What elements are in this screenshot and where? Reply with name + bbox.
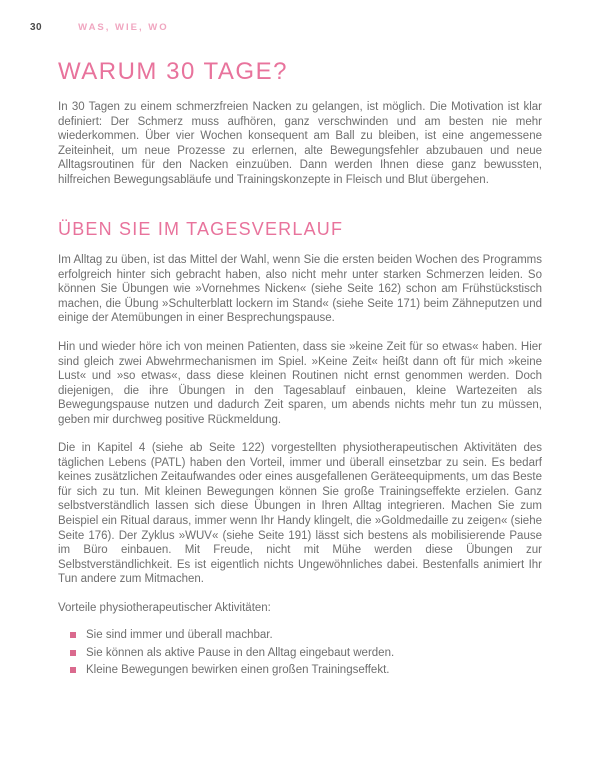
paragraph-alltag-ueben: Im Alltag zu üben, ist das Mittel der Wahl, wenn Sie die ersten beiden Wochen des Programms erfolgreich hinter sich gebracht haben, also nicht mehr unter starken Schmerzen leiden. So können Sie Übungen wie »Vornehmes Nicken« (siehe Seite 162) schon am Frühstückstisch machen, die Übung »Schulterblatt lockern im Stand« (siehe Seite 171) beim Zähneputzen und einige der Atemübungen in einer Besprechungspause. [58,254,542,325]
square-bullet-icon [70,650,76,656]
page-content [58,0,542,681]
page-number: 30 [30,22,43,33]
running-header: WAS, WIE, WO [78,22,169,33]
paragraph-patl: Die in Kapitel 4 (siehe ab Seite 122) vorgestellten physiotherapeutischen Aktivitäten des täglichen Lebens (PATL) haben den Vorteil, immer und überall einsetzbar zu sein. Es bedarf keines zusätzlichen Zeitaufwandes oder eines ausgefallenen Geräteequipments, um das Beste für sich zu tun. Mit kleinen Bewegungen können Sie große Trainingseffekte erzielen. Ganz selbstverständlich lassen sich diese Übungen in Ihren Alltag integrieren. Machen Sie zum Beispiel ein Ritual daraus, immer wenn Ihr Handy klingelt, die »Goldmedaille zu zeigen« (siehe Seite 176). Der Zyklus »WUV« (siehe Seite 191) lässt sich bestens als mobilisierende Pause im Büro einbauen. Mit Freude, nicht mit Mühe werden diese Übungen zur Selbstverständlichkeit. Es ist eigentlich nichts Ungewöhnliches dabei. Bestenfalls animiert Ihr Tun andere zum Mitmachen. [58,442,542,586]
benefits-list [58,628,542,678]
list-item-text: Sie können als aktive Pause in den Alltag eingebaut werden. [86,646,395,659]
paragraph-motivation: In 30 Tagen zu einem schmerzfreien Nacken zu gelangen, ist möglich. Die Motivation ist klar definiert: Der Schmerz muss aufhören, ganz verschwinden und am besten nie mehr wiederkommen. Über vier Wochen konsequent am Ball zu bleiben, ist eine angemessene Zeiteinheit, um neue Prozesse zu erlernen, alte Bewegungsfehler abzubauen und neue Alltagsroutinen für den Nacken einzuüben. Dann werden Ihnen diese ganz bewussten, hilfreichen Bewegungsabläufe und Trainingskonzepte in Fleisch und Blut übergehen. [58,101,542,186]
list-item [70,628,542,643]
list-item [70,646,542,661]
benefits-list-intro: Vorteile physiotherapeutischer Aktivitäten: [58,601,271,614]
section-ueben-im-tagesverlauf [58,218,542,678]
list-item-text: Sie sind immer und überall machbar. [86,629,273,642]
paragraph-keine-zeit: Hin und wieder höre ich von meinen Patienten, dass sie »keine Zeit für so etwas« haben. Hier sind gleich zwei Abwehrmechanismen im Spiel. »Keine Zeit« heißt dann oft für mich »keine Lust« und »so etwas«, dass diese kleinen Routinen nicht ernst genommen werden. Doch diejenigen, die ihre Übungen in den Tagesablauf einbauen, kleine Wartezeiten als Bewegungspause nutzen und dadurch Zeit sparen, um abends nichts mehr tun zu müssen, geben mir durchweg positive Rückmeldung. [58,341,542,426]
section-warum-30-tage [58,58,542,187]
square-bullet-icon [70,632,76,638]
section-heading-warum-30-tage: WARUM 30 TAGE? [58,58,288,85]
list-item [70,663,542,678]
square-bullet-icon [70,667,76,673]
section-heading-ueben-im-tagesverlauf: ÜBEN SIE IM TAGESVERLAUF [58,219,344,240]
list-item-text: Kleine Bewegungen bewirken einen großen Trainingseffekt. [86,664,390,677]
